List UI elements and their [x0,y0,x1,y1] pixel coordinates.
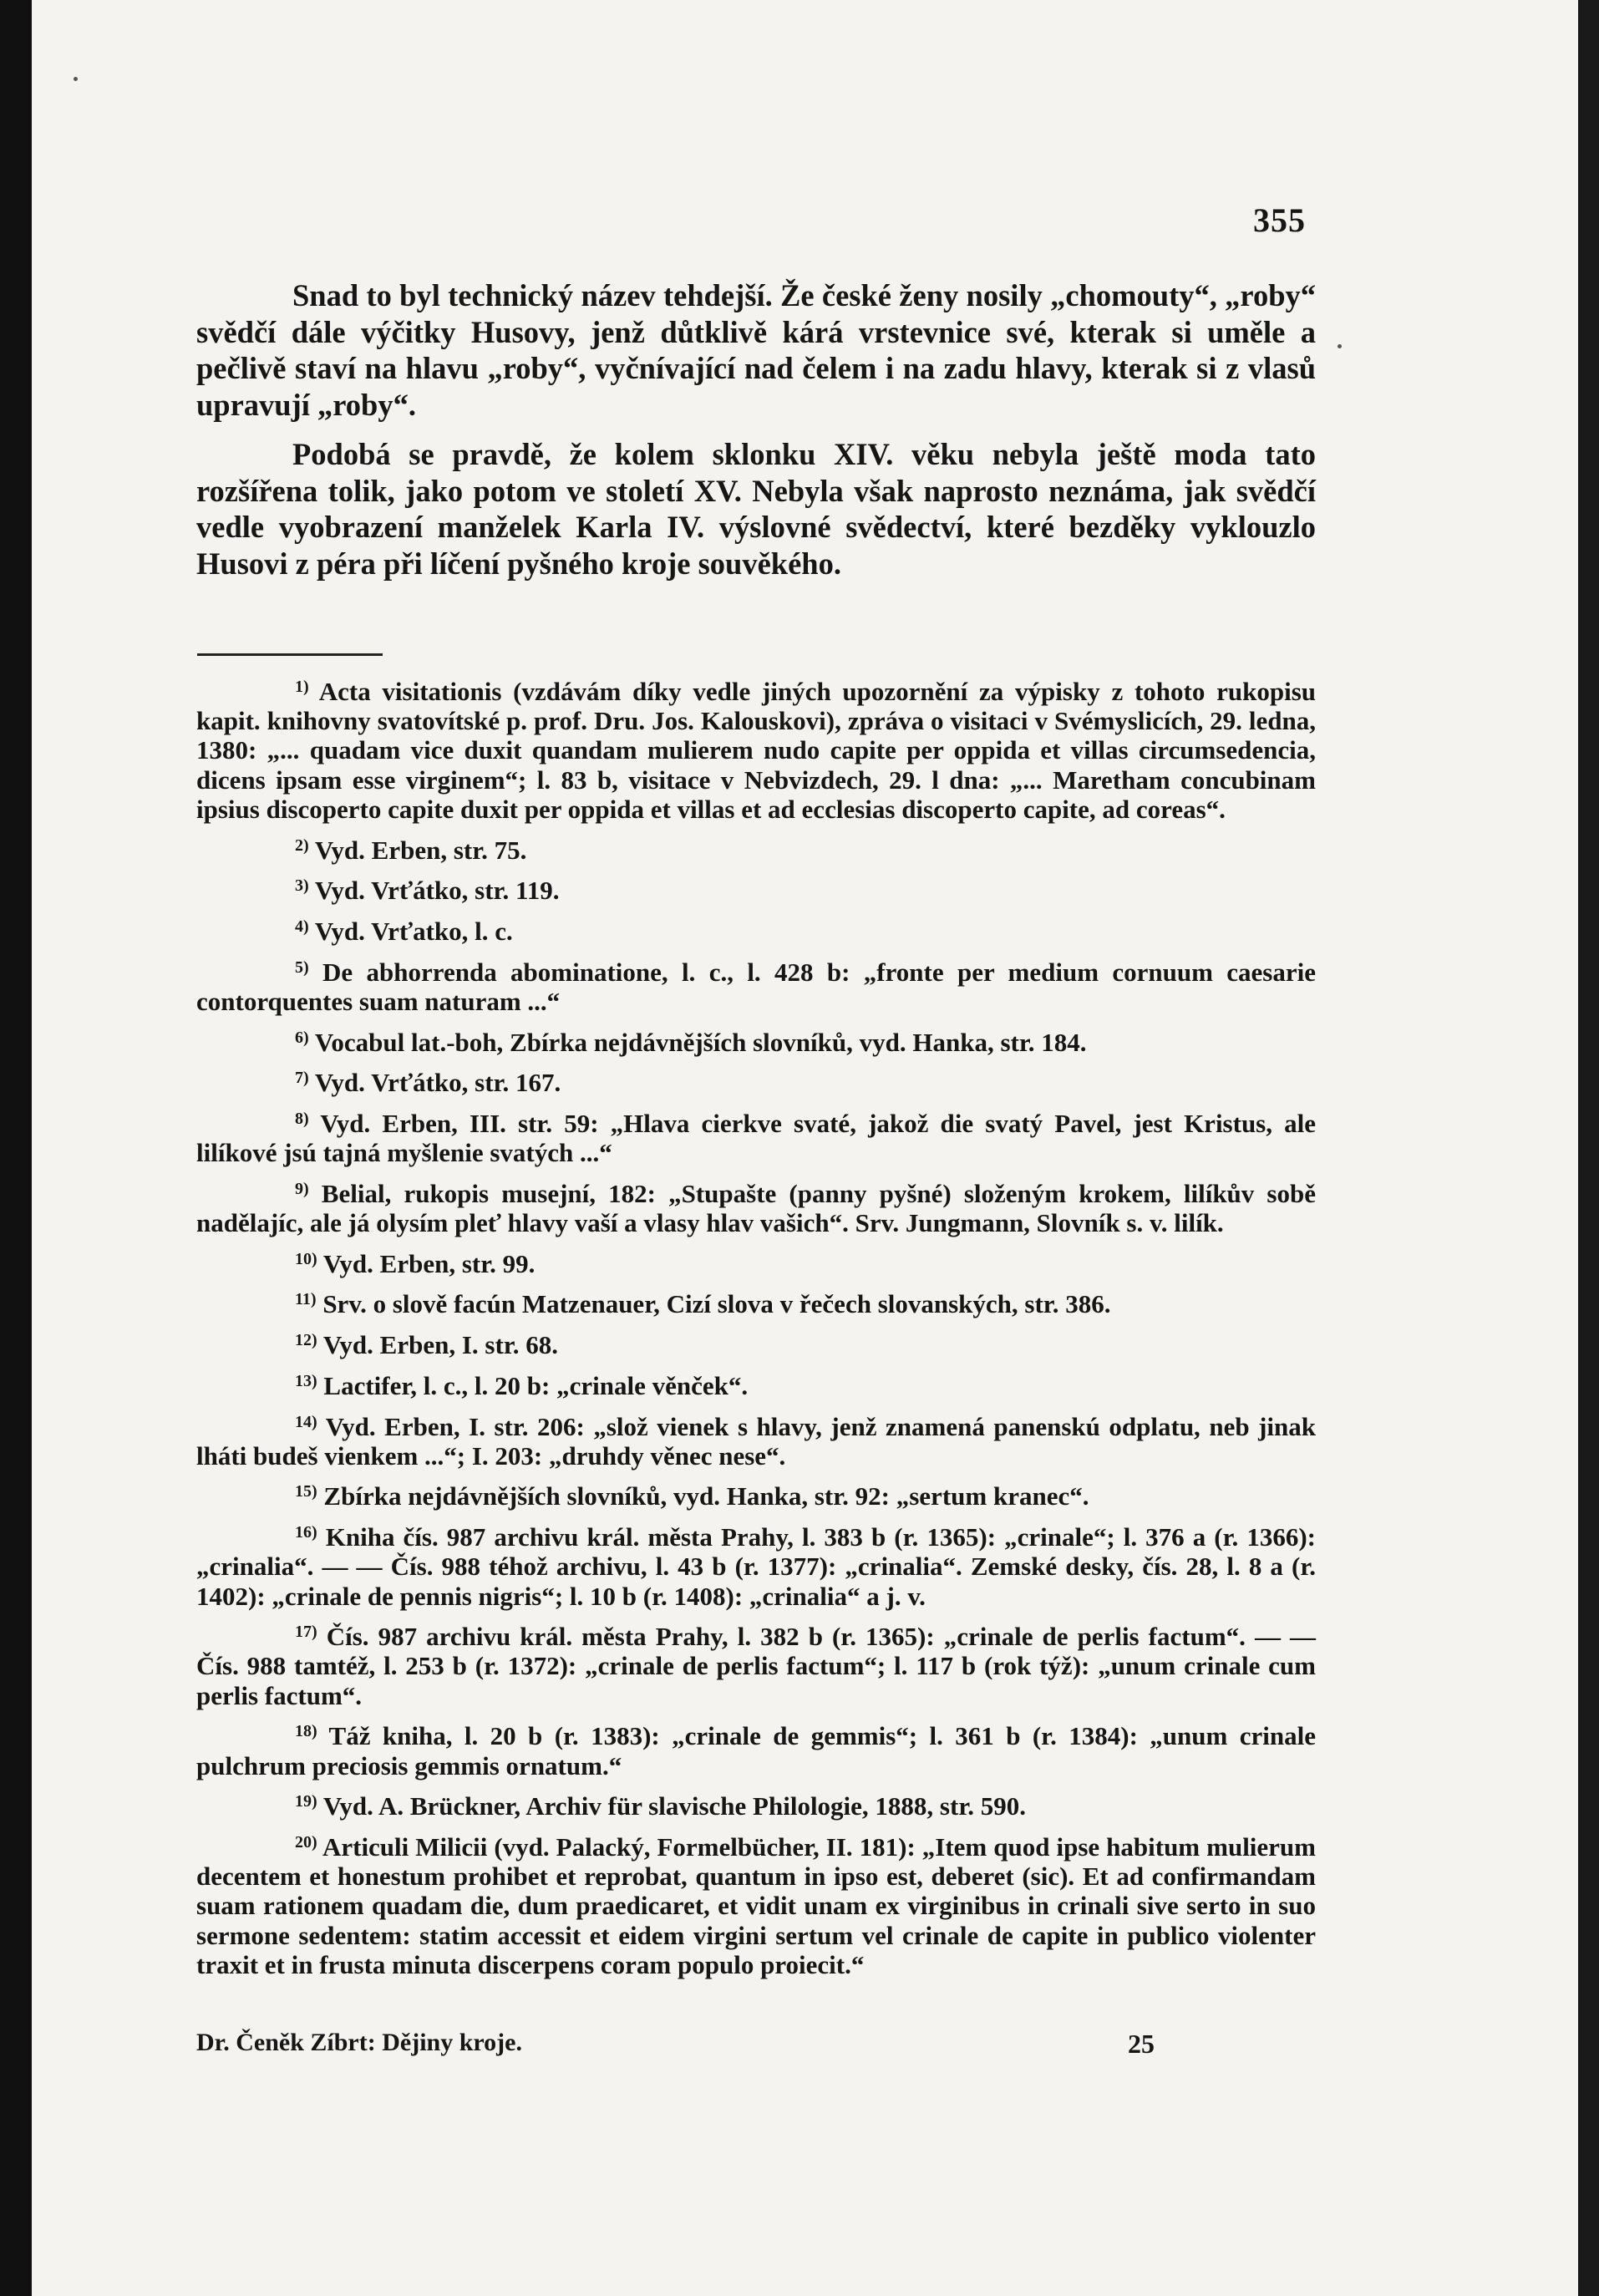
footnote-text: Vyd. Erben, str. 75. [314,835,527,865]
footnote-marker: 5) [295,958,309,977]
footnote-marker: 14) [295,1412,317,1431]
footnote [196,1477,1316,1511]
footnote-marker: 7) [295,1069,309,1088]
footnote-text: Acta visitationis (vzdávám díky vedle jiných upozornění za výpisky z tohoto rukopisu kapit. knihovny svatovítské p. prof. Dru. Jos. Kalouskovi), zpráva o visitaci v Svémyslicích, 29. ledna, 1380: „... quadam vice duxit quandam mulierem nudo capite per oppida et villas circumsedencia, dicens ipsam esse virginem“; l. 83 b, visitace v Nebvizdech, 29. l dna: „... Maretham concubinam ipsius discoperto capite duxit per oppida et villas et ad ecclesias discoperto capite, ad coreas“. [196,677,1316,824]
paragraph: Podobá se pravdě, že kolem sklonku XIV. věku nebyla ještě moda tato rozšířena tolik, jako potom ve století XV. Nebyla však naprosto neznáma, jak svědčí vedle vyobrazení manželek Karla IV. výslovné svědectví, které bezděky vyklouzlo Husovi z péra při líčení pyšného kroje souvěkého. [196,437,1316,581]
footnote-text: Vyd. Erben, I. str. 206: „slož vienek s hlavy, jenž znamená panenskú odplatu, neb jinak lháti budeš vienkem ...“; I. 203: „druhdy věnec nese“. [196,1411,1316,1471]
footnote-marker: 13) [295,1371,317,1390]
footnote-marker: 8) [295,1109,309,1128]
footnote-text: Vyd. Erben, I. str. 68. [322,1330,558,1360]
footnote-marker: 19) [295,1792,317,1811]
page-number: 355 [1253,201,1306,239]
paragraph: Snad to byl technický název tehdejší. Že české ženy nosily „chomouty“, „roby“ svědčí dále výčitky Husovy, jenž důtklivě kárá vrstevnice své, kterak si uměle a pečlivě staví na hlavu „roby“, vyčnívající nad čelem i na zadu hlavy, kterak si z vlasů upravují „roby“. [196,278,1316,422]
paper-speck [1338,344,1342,348]
footnote [196,1105,1316,1167]
footnote-marker: 2) [295,836,309,855]
footnote-text: Vyd. Vrťátko, str. 119. [314,876,560,906]
footnote [196,871,1316,905]
footnote-text: Čís. 987 archivu král. města Prahy, l. 382 b (r. 1365): „crinale de perlis factum“. — — Čís. 988 tamtéž, l. 253 b (r. 1372): „crinale de perlis factum“; l. 117 b (rok týž): „unum crinale cum perlis factum“. [196,1622,1316,1710]
footnote-text: Vyd. Vrťatko, l. c. [314,916,513,946]
footnotes [196,673,1316,1987]
footnote-marker: 17) [295,1623,317,1642]
footnote-marker: 10) [295,1249,317,1268]
footnote [196,1285,1316,1318]
footnote-marker: 15) [295,1482,317,1501]
footnote-marker: 4) [295,917,309,936]
footnote-text: Lactifer, l. c., l. 20 b: „crinale věnček“. [323,1370,749,1400]
footnote [196,1408,1316,1471]
scan-right-border [1578,0,1599,2296]
footnote-text: De abhorrenda abominatione, l. c., l. 428 b: „fronte per medium cornuum caesarie contorquentes suam naturam ...“ [196,957,1317,1016]
footnote [196,1717,1316,1780]
footnote-text: Srv. o slově facún Matzenauer, Cizí slova v řečech slovanských, str. 386. [322,1289,1111,1319]
footnote-text: Vyd. Erben, str. 99. [322,1248,536,1278]
footnote-text: Vyd. Vrťátko, str. 167. [314,1068,561,1098]
footnote [196,673,1316,824]
paper-speck [74,77,78,81]
footnote-text: Articuli Milicii (vyd. Palacký, Formelbücher, II. 181): „Item quod ipse habitum mulierum decentem et honestum prohibet et reprobat, quantum in ipso est, deberet (sic). Et ad confirmandam suam rationem quadam die, dum praedicaret, et vidit unam ex virginibus in crinali sive serto in suo sermone sedentem: statim accessit et eidem virgini sertum vel crinale de capite in publico violenter traxit et in frusta minuta discerpens coram populo proiecit.“ [196,1832,1316,1979]
footnote [196,1024,1316,1057]
main-text [196,277,1316,595]
footnote-text: Zbírka nejdávnějších slovníků, vyd. Hanka, str. 92: „sertum kranec“. [323,1481,1089,1511]
footnote [196,953,1316,1016]
footnote-marker: 18) [295,1722,317,1741]
footnote [196,1064,1316,1097]
footnote-marker: 6) [295,1028,309,1047]
footnote-text: Vyd. Erben, III. str. 59: „Hlava cierkve svaté, jakož die svatý Pavel, jest Kristus, ale lilíkové jsú tajná myšlenie svatých ...“ [196,1108,1316,1168]
footnote-text: Vyd. A. Brückner, Archiv für slavische Philologie, 1888, str. 590. [322,1791,1026,1821]
signature-mark: 25 [1128,2029,1155,2059]
footnote [196,1828,1316,1979]
footnote-separator [197,653,383,656]
footer-author-title: Dr. Čeněk Zíbrt: Dějiny kroje. [196,2029,522,2056]
footnote-text: Táž kniha, l. 20 b (r. 1383): „crinale de gemmis“; l. 361 b (r. 1384): „unum crinale pulchrum preciosis gemmis ornatum.“ [196,1721,1316,1780]
footnote-marker: 12) [295,1331,317,1350]
footnote [196,1175,1316,1237]
footnote-marker: 3) [295,876,309,896]
footnote-text: Kniha čís. 987 archivu král. města Prahy, l. 383 b (r. 1365): „crinale“; l. 376 a (r. 1366): „crinalia“. — — Čís. 988 téhož archivu, l. 43 b (r. 1377): „crinalia“. Zemské desky, čís. 28, l. 8 a (r. 1402): „crinale de pennis nigris“; l. 10 b (r. 1408): „crinalia“ a j. v. [196,1522,1316,1611]
footnote-marker: 16) [295,1523,317,1542]
footnote [196,831,1316,865]
footnote [196,1367,1316,1400]
footnote-marker: 9) [295,1179,309,1198]
footnote [196,1787,1316,1821]
footnote [196,1518,1316,1611]
footnote-text: Vocabul lat.-boh, Zbírka nejdávnějších slovníků, vyd. Hanka, str. 184. [314,1027,1087,1057]
footnote-marker: 20) [295,1833,317,1852]
footnote [196,1618,1316,1710]
footnote-marker: 11) [295,1290,317,1309]
footnote [196,912,1316,946]
footnote [196,1245,1316,1278]
footnote-marker: 1) [295,678,309,696]
scan-left-border [0,0,32,2296]
footnote [196,1326,1316,1359]
footnote-text: Belial, rukopis musejní, 182: „Stupašte (panny pyšné) složeným krokem, lilíkův sobě nadělajíc, ale já olysím pleť hlavy vaší a vlasy hlav vašich“. Srv. Jungmann, Slovník s. v. lilík. [196,1178,1316,1238]
